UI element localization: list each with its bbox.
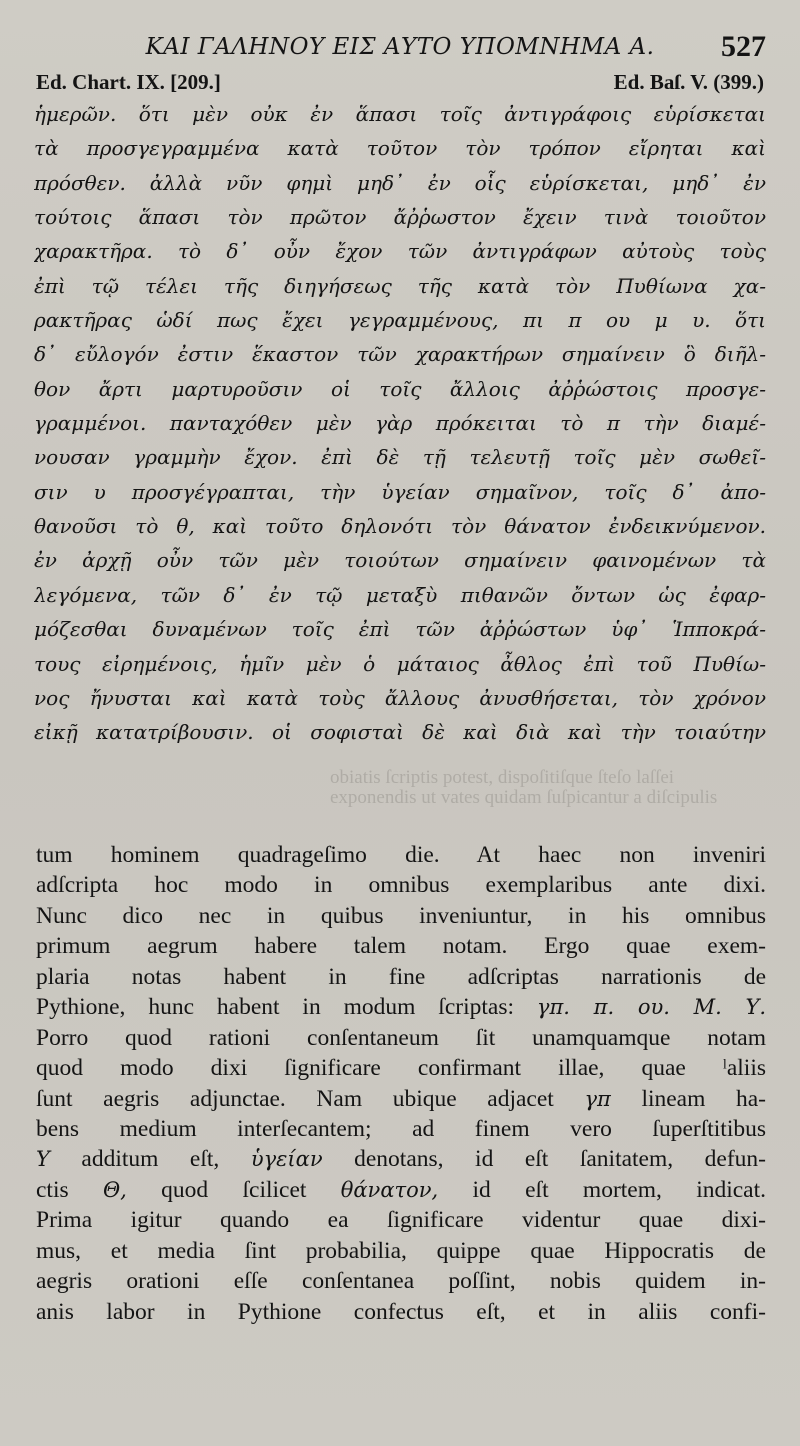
latin-segment: aegris orationi eſſe conſentanea poſſint, nobis quidem in- [36,1268,766,1295]
latin-text-line [36,1297,766,1327]
greek-text-block [34,97,766,750]
latin-segment: Porro quod rationi conſentaneum ſit unamquamque notam [36,1024,766,1051]
greek-text-line: νος ἤνυσται καὶ κατὰ τοὺς ἄλλους ἀνυσθήσεται, τὸν χρόνον [34,685,766,710]
latin-segment: ctis [36,1176,69,1203]
latin-text-line [36,1205,766,1235]
latin-text-line [36,962,766,992]
edition-references [36,70,764,100]
latin-segment: quod ſcilicet [161,1176,307,1203]
latin-segment: id eſt mortem, indicat. [472,1176,766,1203]
greek-text-line: ἐπὶ τῷ τέλει τῆς διηγήσεως τῆς κατὰ τὸν Πυθίωνα χα- [34,273,766,298]
greek-inline: Υ [36,1147,50,1172]
greek-inline: γπ. π. ου. Μ. Υ. [536,995,766,1020]
latin-segment: additum eſt, [81,1146,220,1173]
latin-segment: tum hominem quadrageſimo die. At haec non inveniri [36,842,766,868]
greek-text-line: εἰκῇ κατατρίβουσιν. οἱ σοφισταὶ δὲ καὶ διὰ καὶ τὴν τοιαύτην [34,720,766,745]
greek-text-line: γραμμένοι. πανταχόθεν μὲν γὰρ πρόκειται τὸ π τὴν διαμέ- [34,411,766,436]
greek-text-line: θανοῦσι τὸ θ, καὶ τοῦτο δηλονότι τὸν θάνατον ἐνδεικνύμενον. [34,514,766,539]
latin-text-line [36,1053,766,1083]
latin-segment: anis labor in Pythione confectus eſt, et in aliis confi- [36,1298,766,1325]
latin-segment: adſcripta hoc modo in omnibus exemplaribus ante dixi. [36,872,766,899]
latin-text-line [36,931,766,961]
greek-text-line: τούτοις ἅπασι τὸν πρῶτον ἄῤῥωστον ἔχειν τινὰ τοιοῦτον [34,205,766,230]
latin-segment: denotans, id eſt ſanitatem, defun- [354,1146,766,1173]
latin-text-line [36,870,766,900]
latin-text-line [36,840,766,870]
latin-text-line [36,901,766,931]
page-number: 527 [721,30,766,63]
latin-segment: ſunt aegris adjunctae. Nam ubique adjacet [36,1085,554,1112]
latin-text-line [36,1266,766,1296]
latin-segment: lineam ha- [641,1085,766,1112]
running-head [0,30,800,70]
latin-segment: primum aegrum habere talem notam. Ergo quae exem- [36,933,766,960]
latin-text-line [36,1175,766,1205]
greek-text-line: πρόσθεν. ἀλλὰ νῦν φημὶ μηδ᾽ ἐν οἷς εὑρίσκεται, μηδ᾽ ἐν [34,170,766,195]
greek-inline: θάνατον, [340,1177,439,1202]
latin-segment: Prima igitur quando ea ſignificare videntur quae dixi- [36,1207,766,1234]
greek-text-line: χαρακτῆρα. τὸ δ᾽ οὖν ἔχον τῶν ἀντιγράφων αὐτοὺς τοὺς [34,239,766,264]
running-title: ΚΑΙ ΓΑΛΗΝΟΥ ΕΙΣ ΑΥΤΟ ΥΠΟΜΝΗΜΑ Α. [145,34,655,60]
bleed-through-line: exponendis ut vates quidam ſuſpicantur a diſcipulis [330,787,718,808]
bleed-through-line: obiatis ſcriptis potest, dispoſitiſque ſteſo laſſei [330,767,675,788]
greek-text-line: ἐν ἀρχῇ οὖν τῶν μὲν τοιούτων σημαίνειν φαινομένων τὰ [34,548,766,573]
latin-segment: quod modo dixi ſignificare confirmant illae, quae ˡaliis [36,1055,766,1082]
latin-text-block [36,840,766,1327]
latin-segment: Nunc dico nec in quibus inveniuntur, in his omnibus [36,902,766,929]
greek-text-line: θον ἄρτι μαρτυροῦσιν οἱ τοῖς ἄλλοις ἀῤῥώστοις προσγε- [34,376,766,401]
greek-text-line: νουσαν γραμμὴν ἔχον. ἐπὶ δὲ τῇ τελευτῇ τοῖς μὲν σωθεῖ- [34,445,766,470]
edition-chartier: Ed. Chart. IX. [209.] [36,70,221,94]
greek-text-line: τὰ προσγεγραμμένα κατὰ τοῦτον τὸν τρόπον εἴρηται καὶ [34,136,766,161]
greek-inline: γπ [584,1086,611,1111]
latin-segment: bens medium interſecantem; ad finem vero ſuperſtitibus [36,1115,766,1142]
greek-text-line: δ᾽ εὔλογόν ἐστιν ἕκαστον τῶν χαρακτήρων σημαίνειν ὃ διῆλ- [34,342,766,367]
latin-text-line [36,1114,766,1144]
greek-inline: Θ, [102,1177,127,1202]
greek-text-line: σιν υ προσγέγραπται, τὴν ὑγείαν σημαῖνον, τοῖς δ᾽ ἀπο- [34,479,766,504]
latin-segment: mus, et media ſint probabilia, quippe quae Hippocratis de [36,1237,766,1264]
greek-text-line: ρακτῆρας ὡδί πως ἔχει γεγραμμένους, πι π ου μ υ. ὅτι [34,308,766,333]
greek-text-line: τους εἰρημένοις, ἡμῖν μὲν ὁ μάταιος ἆθλος ἐπὶ τοῦ Πυθίω- [34,651,766,676]
greek-text-line: λεγόμενα, τῶν δ᾽ ἐν τῷ μεταξὺ πιθανῶν ὄντων ὡς ἐφαρ- [34,582,766,607]
bleed-through-text [330,768,780,808]
greek-text-line: μόζεσθαι δυναμένων τοῖς ἐπὶ τῶν ἀῤῥώστων ὑφ᾽ Ἱπποκρά- [34,617,766,642]
latin-segment: Pythione, hunc habent in modum ſcriptas: [36,994,515,1021]
edition-basel: Ed. Baſ. V. (399.) [613,70,764,94]
latin-text-line [36,992,766,1022]
latin-text-line [36,1023,766,1053]
latin-text-line [36,1236,766,1266]
greek-text-line: ἡμερῶν. ὅτι μὲν οὐκ ἐν ἅπασι τοῖς ἀντιγράφοις εὑρίσκεται [34,102,766,126]
latin-segment: plaria notas habent in fine adſcriptas narrationis de [36,963,766,990]
latin-text-line [36,1084,766,1114]
greek-inline: ὑγείαν [250,1147,323,1172]
latin-text-line [36,1144,766,1174]
